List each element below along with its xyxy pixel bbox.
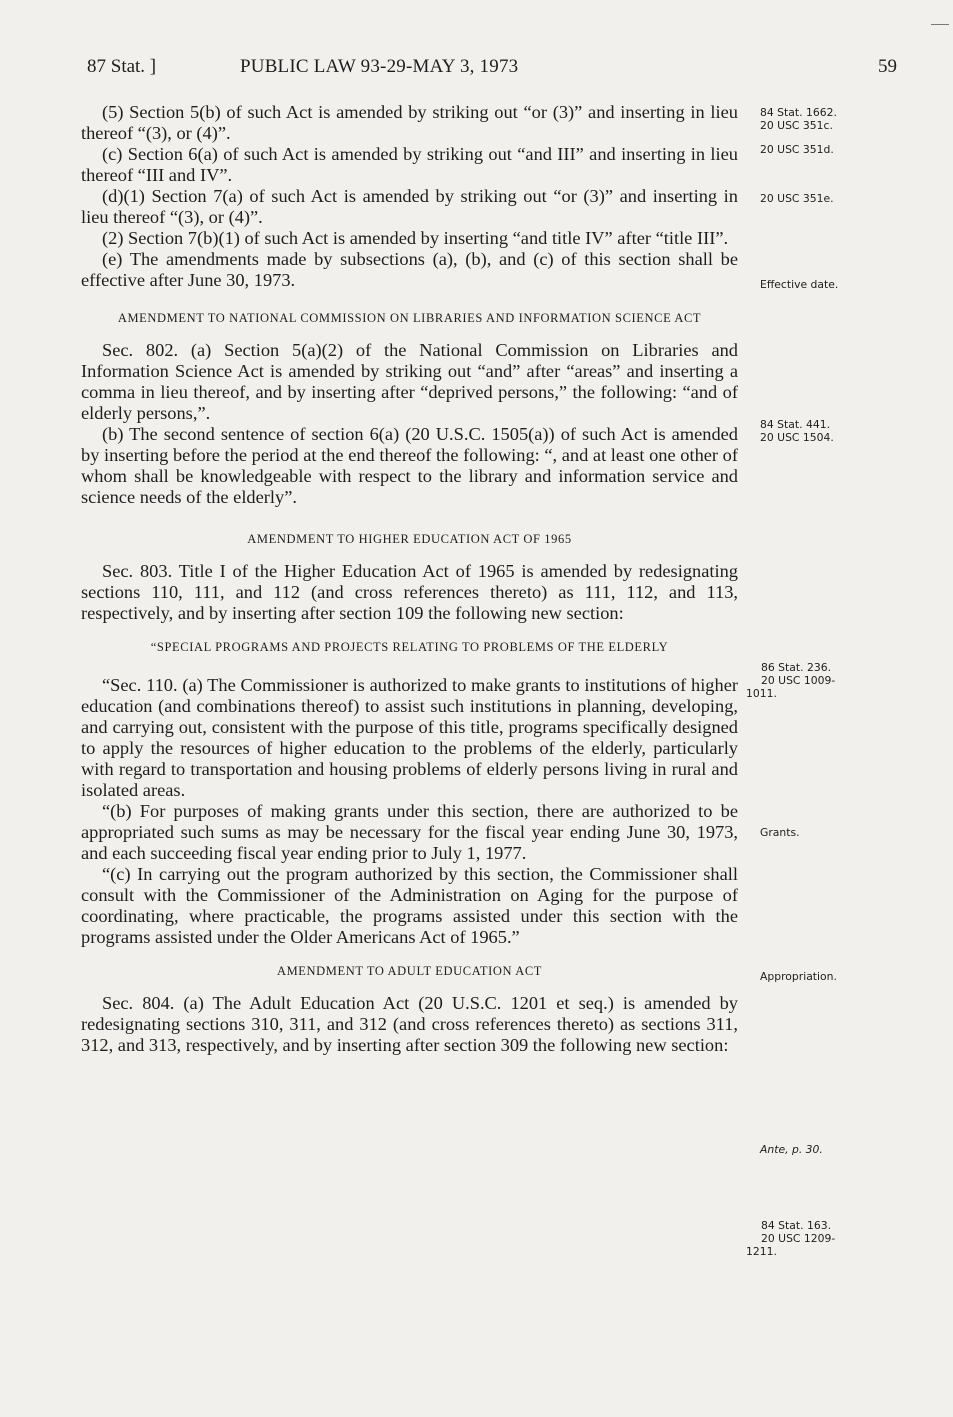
section-110-b: “(b) For purposes of making grants under this section, there are authorized to be appropriated such sums as may be necessary for the fiscal year ending June 30, 1973, and each succeeding fiscal year ending prior to July 1, 1977.	[81, 801, 738, 863]
page-header	[87, 56, 897, 82]
paragraph-d2: (2) Section 7(b)(1) of such Act is amended by inserting “and title IV” after “title III”.	[102, 228, 729, 248]
page-title: PUBLIC LAW 93-29-MAY 3, 1973	[240, 56, 519, 77]
margin-note: 20 USC 351d.	[760, 143, 834, 156]
section-heading-adult-education: AMENDMENT TO ADULT EDUCATION ACT	[276, 964, 543, 978]
paragraph-e: (e) The amendments made by subsections (a), (b), and (c) of this section shall be effective after June 30, 1973.	[81, 249, 738, 290]
section-803: Sec. 803. Title I of the Higher Education Act of 1965 is amended by redesignating sections 110, 111, and 112 (and cross references thereto) as 111, 112, and 113, respectively, and by inserting after section 109 the following new section:	[81, 561, 738, 623]
body-text	[81, 102, 738, 1056]
margin-note: Appropriation.	[760, 970, 837, 983]
paragraph-c: (c) Section 6(a) of such Act is amended by striking out “and III” and inserting in lieu thereof “III and IV”.	[81, 144, 738, 185]
margin-note: Effective date.	[760, 278, 839, 291]
margin-note: Ante, p. 30.	[760, 1143, 823, 1156]
margin-note: 20 USC 351e.	[760, 192, 834, 205]
section-802-b: (b) The second sentence of section 6(a) (20 U.S.C. 1505(a)) of such Act is amended by inserting before the period at the end thereof the following: “, and at least one other of whom shall be knowledgeable with respect to the library and information service and science needs of the elderly”.	[81, 424, 738, 507]
page-number: 59	[878, 56, 897, 77]
paragraph-5-5b: (5) Section 5(b) of such Act is amended by striking out “or (3)” and inserting in lieu thereof “(3), or (4)”.	[81, 102, 738, 143]
section-heading-libraries: AMENDMENT TO NATIONAL COMMISSION ON LIBRARIES AND INFORMATION SCIENCE ACT	[117, 311, 702, 325]
section-802-a: Sec. 802. (a) Section 5(a)(2) of the National Commission on Libraries and Information Science Act is amended by striking out “and” after “areas” and inserting a comma in lieu thereof, and by inserting after “deprived persons,” the following: “and of elderly persons,”.	[81, 340, 738, 423]
paragraph-d1: (d)(1) Section 7(a) of such Act is amended by striking out “or (3)” and inserting in lieu thereof “(3), or (4)”.	[81, 186, 738, 227]
section-110-c: “(c) In carrying out the program authorized by this section, the Commissioner shall consult with the Commissioner of the Administration on Aging for the purpose of coordinating, where practicable, the programs assisted under this section with the programs assisted under the Older Americans Act of 1965.”	[81, 864, 738, 947]
section-heading-special-programs: “SPECIAL PROGRAMS AND PROJECTS RELATING TO PROBLEMS OF THE ELDERLY	[150, 640, 669, 654]
margin-note: 86 Stat. 236. 20 USC 1009- 1011.	[746, 661, 836, 700]
margin-note: 84 Stat. 163. 20 USC 1209- 1211.	[746, 1219, 836, 1258]
statute-reference: 87 Stat. ]	[87, 56, 157, 77]
section-110-a: “Sec. 110. (a) The Commissioner is authorized to make grants to institutions of higher education (and combinations thereof) to assist such institutions in planning, developing, and carrying out, consistent with the purpose of this title, programs specifically designed to apply the resources of higher education to the problems of the elderly, particularly with regard to transportation and housing problems of elderly persons living in rural and isolated areas.	[81, 675, 738, 800]
margin-note: 84 Stat. 1662. 20 USC 351c.	[760, 106, 837, 132]
scan-mark	[931, 24, 949, 25]
margin-note: 84 Stat. 441. 20 USC 1504.	[760, 418, 834, 444]
section-804-a: Sec. 804. (a) The Adult Education Act (20 U.S.C. 1201 et seq.) is amended by redesignating sections 310, 311, and 312 (and cross references thereto) as sections 311, 312, and 313, respectively, and by inserting after section 309 the following new section:	[81, 993, 738, 1055]
section-heading-higher-education: AMENDMENT TO HIGHER EDUCATION ACT OF 1965	[247, 532, 572, 546]
margin-note: Grants.	[760, 826, 800, 839]
